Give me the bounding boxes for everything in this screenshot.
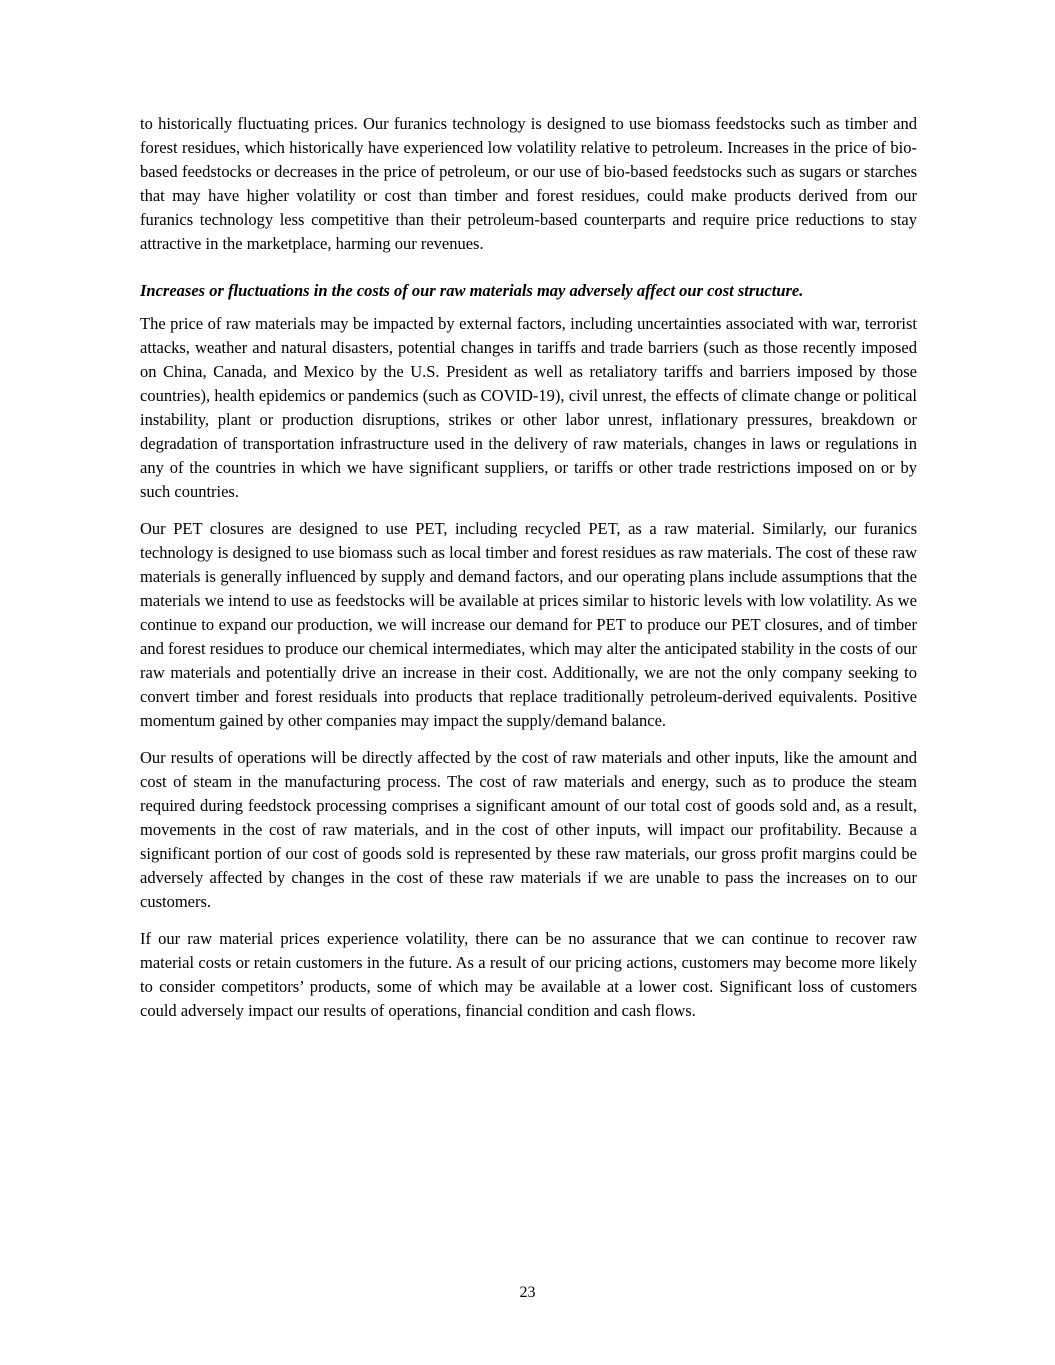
paragraph: If our raw material prices experience volatility, there can be no assurance that we can continue to recover raw material costs or retain customers in the future. As a result of our pricing actions, customers may become more likely to consider competitors’ products, some of which may be available at a lower cost. Significant loss of customers could adversely impact our results of operations, financial condition and cash flows. [140,929,917,1020]
section-heading: Increases or fluctuations in the costs of our raw materials may adversely affect our cost structure. [140,281,804,300]
page-number: 23 [519,1284,536,1301]
paragraph: Our PET closures are designed to use PET, including recycled PET, as a raw material. Similarly, our furanics technology is designed to use biomass such as local timber and forest residues as raw materials. The cost of these raw materials is generally influenced by supply and demand factors, and our operating plans include assumptions that the materials we intend to use as feedstocks will be available at prices similar to historic levels with low volatility. As we continue to expand our production, we will increase our demand for PET to produce our PET closures, and of timber and forest residues to produce our chemical intermediates, which may alter the anticipated stability in the costs of our raw materials and potentially drive an increase in their cost. Additionally, we are not the only company seeking to convert timber and forest residuals into products that replace traditionally petroleum-derived equivalents. Positive momentum gained by other companies may impact the supply/demand balance. [140,519,917,730]
paragraph: to historically fluctuating prices. Our furanics technology is designed to use biomass feedstocks such as timber and forest residues, which historically have experienced low volatility relative to petroleum. Increases in the price of bio-based feedstocks or decreases in the price of petroleum, or our use of bio-based feedstocks such as sugars or starches that may have higher volatility or cost than timber and forest residues, could make products derived from our furanics technology less competitive than their petroleum-based counterparts and require price reductions to stay attractive in the marketplace, harming our revenues. [140,114,917,253]
document-body [140,112,917,1036]
paragraph: Our results of operations will be directly affected by the cost of raw materials and other inputs, like the amount and cost of steam in the manufacturing process. The cost of raw materials and energy, such as to produce the steam required during feedstock processing comprises a significant amount of our total cost of goods sold and, as a result, movements in the cost of raw materials, and in the cost of other inputs, will impact our profitability. Because a significant portion of our cost of goods sold is represented by these raw materials, our gross profit margins could be adversely affected by changes in the cost of these raw materials if we are unable to pass the increases on to our customers. [140,748,917,911]
paragraph: The price of raw materials may be impacted by external factors, including uncertainties associated with war, terrorist attacks, weather and natural disasters, potential changes in tariffs and trade barriers (such as those recently imposed on China, Canada, and Mexico by the U.S. President as well as retaliatory tariffs and barriers imposed by those countries), health epidemics or pandemics (such as COVID-19), civil unrest, the effects of climate change or political instability, plant or production disruptions, strikes or other labor unrest, inflationary pressures, breakdown or degradation of transportation infrastructure used in the delivery of raw materials, changes in laws or regulations in any of the countries in which we have significant suppliers, or tariffs or other trade restrictions imposed on or by such countries. [140,314,917,501]
